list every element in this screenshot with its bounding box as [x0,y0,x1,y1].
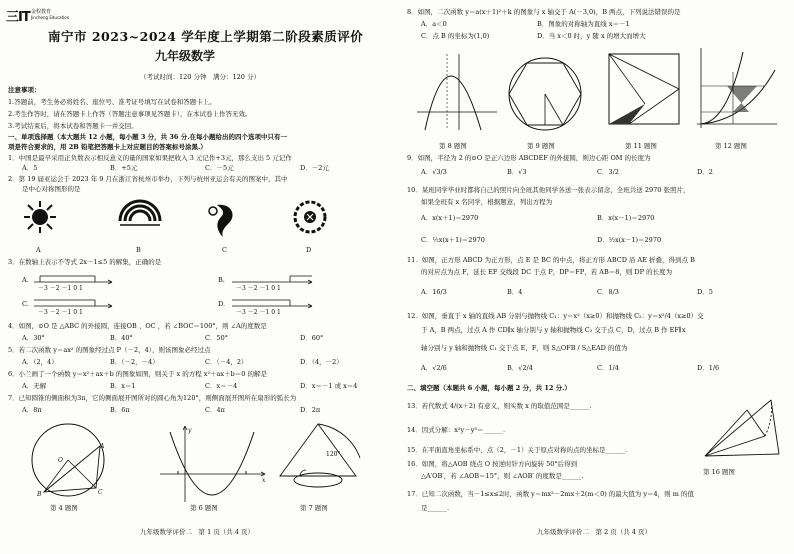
option: C．½x(x＋1)＝2970 [421,236,485,244]
option: D．5 [697,288,713,296]
option: C．x＝－4 [205,382,238,390]
question-stem: 6．小兰画了一个函数 y＝x²＋ax＋b 的图象如图，则关于 x 的方程 x²＋ax＋b＝0 的解是 [8,370,267,378]
exam-info: （考试时间：120 分钟 满分：120 分） [140,73,260,81]
option: D．（4，－2） [300,358,343,366]
logo-mark: 三IT [6,10,30,25]
option: A．（2，4） [22,358,58,366]
option: C．1/4 [597,364,619,372]
option: A [36,246,41,254]
figure-caption: 第 7 题图 [300,504,328,512]
fig6-label-y: y [188,427,192,434]
section-heading-cont: 项是符合要求的，用 2B 铅笔把答题卡上对应题目的答案标号涂黑.） [8,143,207,151]
logo-text: 金程教育 [31,9,52,15]
fig4-label-a: A [100,443,105,450]
option: B．x(x－1)＝2970 [597,214,655,222]
fig12-parabolas [697,48,777,128]
question-stem-cont: 如果全班有 x 名同学，根据题意，列出方程为 [421,198,553,206]
exam-title: 南宁市 2023~2024 学年度上学期第二阶段素质评价 [48,29,364,44]
option: B．4 [507,288,523,296]
question-stem: 12．如图，垂直于 x 轴的直线 AB 分别与抛物线 C₁：y＝x²（x≥0）和抛物线 C₂：y＝x²/4（x≥0）交 [407,312,704,320]
option: A．a＜0 [421,20,447,28]
option: B．40° [110,334,133,342]
fig9-hexagon [509,58,581,130]
question-stem-cont: 的对应点为点 F，延长 EF 交线段 DC 于点 P，DP＝FP，若 AB＝8，则 DP 的长度为 [421,268,673,276]
question-stem: 17．已知二次函数，当－1≤x≤2时，函数 y＝mx²－2mx＋2(m＜0) 的最大值为 y＝4，则 m 的值 [407,490,694,498]
fig8-parabola [417,54,497,130]
option: A．30° [22,334,45,342]
notice-heading: 注意事项： [8,86,41,94]
option: B．（－2，－4） [110,358,159,366]
option: B．x＝1 [110,382,136,390]
question-stem: 2．第 19 届亚运会于 2023 年 9 月在浙江省杭州市举办，下列与杭州亚运会有关的图案中，其中 [8,175,288,183]
option: D．x＝－1 或 x＝4 [300,382,358,390]
option: B．图象的对称轴为直线 x＝－1 [537,20,630,28]
figure-caption: 第 12 题图 [715,142,747,150]
option: C．8/3 [597,288,619,296]
fig4-label-b: B [37,491,42,498]
option: D. [218,300,226,308]
question-stem: 15．在平面直角坐标系中，点（2，－1）关于原点对称的点的坐标是______. [407,446,628,454]
page-footer: 九年级数学评价二 第 1 页（共 4 页） [140,528,255,536]
question-stem: 7．已知圆锥的侧面积为3π，它的侧面展开图所对的圆心角为120°，则侧面展开图所在扇形的弧长为 [8,394,297,402]
question-stem: 8．如图，二次函数 y＝a(x＋1)²＋k 的图象与 x 轴交于 A(－3,0)，B 两点，下列说法错误的是 [407,8,681,16]
option: B．√3 [507,168,527,176]
option: C．－5元 [205,164,234,172]
option: B．+5元 [110,164,138,172]
number-line-ticks: －3 －2 －1 0 1 [236,285,281,292]
option: A．x(x＋1)＝2970 [421,214,479,222]
option: C．50° [205,334,228,342]
fig4-label-c: C [98,489,103,496]
figure-caption: 第 16 题图 [703,468,735,476]
figure-caption: 第 6 题图 [190,504,218,512]
option: C．3/2 [597,168,619,176]
option: B．√2/4 [507,364,533,372]
question-stem: 3．在数轴上表示不等式 2x－1≤5 的解集，正确的是 [8,258,162,266]
pattern-c-image [209,205,233,237]
question-stem: 5．若二次函数 y＝ax² 的图象经过点 P（－2，4），则该图象必经过点 [8,346,211,354]
publisher-logo [6,6,76,25]
fig7-cone [280,424,360,487]
fig16-rotation [687,396,787,466]
option: C．（－4，2） [205,358,248,366]
number-line-ticks: －3 －2 －1 0 1 [38,285,83,292]
right-figures [397,42,794,142]
figure-caption: 第 8 题图 [439,142,467,150]
option: D．½x(x－1)＝2970 [597,236,662,244]
question-stem-cont: 于 A，B 两点，过点 A 作 CD∥x 轴分别与 y 轴和抛物线 C₂ 交于点 C，D，过点 B 作 EF∥x [421,326,686,334]
subject-title: 九年级数学 [155,49,216,63]
question-stem: 10．某班同学毕业时都将自己的照片向全班其他同学各送一张表示留念，全班共送 2970 张照片， [407,186,690,194]
question-stem-cont: △A′OB′，若 ∠AOB＝15°，则 ∠AOB′ 的度数是______. [421,472,584,480]
pattern-d-image [295,202,325,232]
fig4-circle-triangle [32,424,104,496]
pattern-a-image [24,201,56,233]
notice-line: 3.考试结束后，将本试卷和答题卡一并交回。 [8,122,138,130]
notice-line: 1.答题前，考生务必将姓名、座位号、准考证号填写在试卷和答题卡上。 [8,98,216,106]
figure-caption: 第 11 题图 [625,142,657,150]
section-heading: 一、单项选择题（本大题共 12 小题，每小题 3 分，共 36 分.在每小题给出的四个选项中只有一 [8,133,287,141]
option: A．5 [22,164,38,172]
question-stem-cont: 是______. [421,504,450,512]
option: C [222,246,227,254]
option: C. [22,300,29,308]
option: D．1/6 [697,364,720,372]
figure-caption: 第 4 题图 [50,504,78,512]
option: A．√2/6 [421,364,447,372]
page-footer: 九年级数学评价二 第 2 页（共 4 页） [537,528,652,536]
figure-caption: 第 9 题图 [527,142,555,150]
notice-line: 2.考生作答时，请在答题卡上作答（答题注意事项见答题卡），在本试卷上作答无效。 [8,110,252,118]
logo-subtext: Jincheng Education [31,15,70,20]
option: D．当 x＜0 时，y 随 x 的增大而增大 [537,32,646,40]
section-heading: 二、填空题（本题共 6 小题，每小题 2 分，共 12 分.） [407,384,571,392]
question-stem: 11．如图，正方形 ABCD 为正方形，点 E 是 BC 的中点，将正方形 ABCD 沿 AE 折叠，得到点 B [407,256,695,264]
question-stem-cont: 轴分别与 y 轴和抛物线 C₁ 交于点 E，F，则 S△OFB / S△EAD 的值为 [421,344,628,352]
fig7-label-angle: 120° [326,451,341,458]
option: A．√3/3 [421,168,447,176]
right-page [397,0,794,554]
fig6-label-x: x [262,477,266,484]
question-stem: 16．如图，将△AOB 绕点 O 按逆时针方向旋转 50°后得到 [407,460,578,468]
option: A. [22,276,29,284]
question-stem: 14．因式分解：x²y－y³＝______. [407,426,506,434]
q2-figures [0,195,397,255]
fig11-square [609,54,679,124]
number-line-ticks: －3 －2 －1 0 1 [38,309,83,316]
question-stem: 9．如图，半径为 2 的⊙O 是正六边形 ABCDEF 的外接圆，则边心距 OM 的长度为 [407,154,651,162]
option: A．8π [22,406,42,414]
option: D．－2元 [300,164,329,172]
number-line-ticks: －3 －2 －1 0 1 [236,309,281,316]
option: B [136,246,141,254]
option: B．6π [110,406,130,414]
option: C．4π [205,406,225,414]
fig4-label-o: O [58,457,63,464]
pattern-b-image [120,201,160,225]
option: D．2π [300,406,321,414]
option: D [306,246,312,254]
question-stem: 1．中国是最早采用正负数表示相反意义的量的国家如果把收入 3 元记作+3元，那么支出 5 元记作 [8,154,292,162]
option: A．无解 [22,382,47,390]
option: A．16/3 [421,288,447,296]
question-stem: 13．若代数式 4/(x＋2) 有意义，则实数 x 的取值范围是______. [407,402,592,410]
option: B. [218,276,225,284]
option: D．2 [697,168,713,176]
option: D．60° [300,334,324,342]
option: C．点 B 的坐标为(1,0) [421,32,490,40]
fig6-parabola [160,426,265,502]
question-stem-cont: 是中心对称图形的是 [22,185,81,193]
question-stem: 4．如图，⊙O 是 △ABC 的外接圆，连接OB 、OC ，若 ∠BOC＝100°，则 ∠A的度数是 [8,322,267,330]
